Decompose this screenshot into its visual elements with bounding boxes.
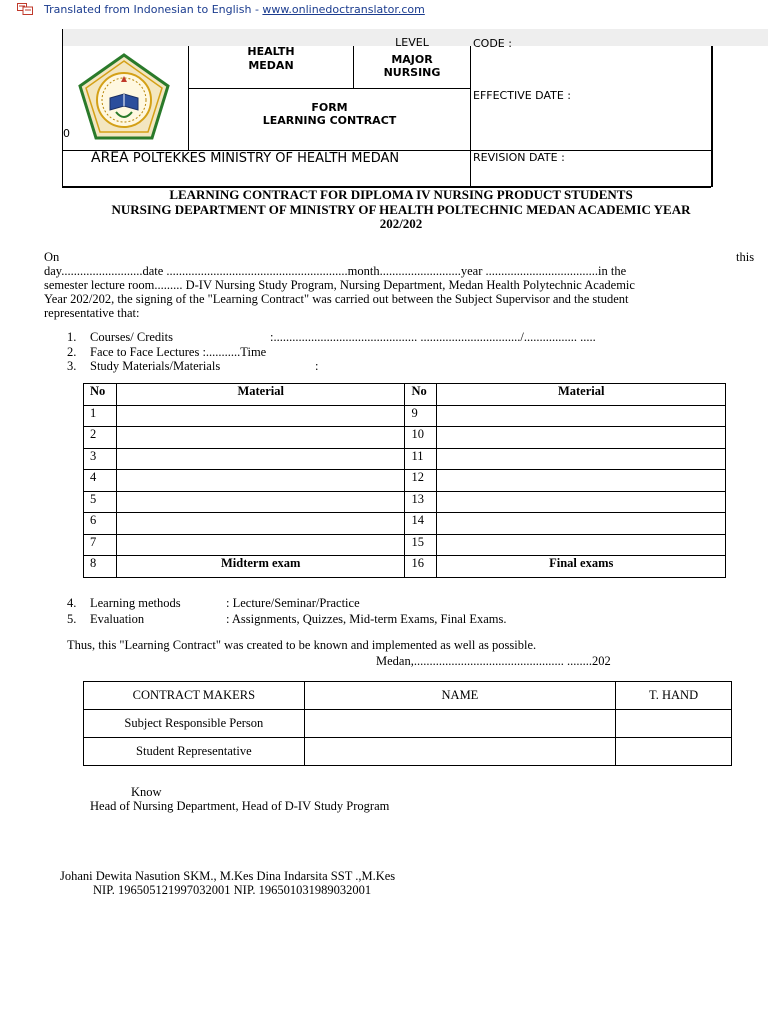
table-row bbox=[84, 470, 726, 492]
midterm-exam-cell: Midterm exam bbox=[116, 556, 405, 578]
row-number-left: 4 bbox=[84, 470, 117, 492]
intro-line-2: day..........................date ..........................................................month..........................year ....................................in the bbox=[44, 264, 627, 278]
row-number-right: 9 bbox=[405, 405, 437, 427]
item-1-label: Courses/ Credits bbox=[90, 330, 173, 344]
material-cell[interactable] bbox=[116, 470, 405, 492]
header-divider-right bbox=[470, 46, 471, 186]
col-material-right: Material bbox=[437, 384, 726, 406]
area-word: AREA bbox=[91, 150, 129, 166]
item-2-text: Face to Face Lectures :...........Time bbox=[90, 345, 267, 359]
row-number-right: 10 bbox=[405, 427, 437, 449]
intro-line-4: Year 202/202, the signing of the "Learning Contract" was carried out between the Subject Supervisor and the student bbox=[44, 292, 629, 306]
approver-names: Johani Dewita Nasution SKM., M.Kes Dina Indarsita SST .,M.Kes bbox=[60, 869, 396, 883]
institution-line-2: MEDAN bbox=[248, 59, 294, 72]
row-number-right: 15 bbox=[405, 534, 437, 556]
col-hand-signature: T. HAND bbox=[616, 682, 732, 710]
signature-header-row bbox=[84, 682, 732, 710]
institution-seal-logo bbox=[76, 52, 172, 142]
material-cell[interactable] bbox=[437, 427, 726, 449]
item-4-label: Learning methods bbox=[90, 596, 181, 610]
role-student-representative: Student Representative bbox=[84, 738, 305, 766]
table-row bbox=[84, 534, 726, 556]
table-row bbox=[84, 513, 726, 535]
material-cell[interactable] bbox=[437, 470, 726, 492]
final-exam-cell: Final exams bbox=[437, 556, 726, 578]
header-right-border bbox=[711, 46, 713, 187]
table-row bbox=[84, 427, 726, 449]
row-number-left: 2 bbox=[84, 427, 117, 449]
signature-cell[interactable] bbox=[616, 738, 732, 766]
table-row bbox=[84, 738, 732, 766]
table-header-row bbox=[84, 384, 726, 406]
materials-table bbox=[83, 383, 726, 578]
level-label bbox=[354, 38, 470, 47]
row-number-right: 14 bbox=[405, 513, 437, 535]
role-subject-responsible: Subject Responsible Person bbox=[84, 710, 305, 738]
item-3-number: 3. bbox=[67, 359, 77, 373]
col-contract-makers: CONTRACT MAKERS bbox=[84, 682, 305, 710]
level-text: LEVEL bbox=[395, 38, 429, 47]
item-4-number: 4. bbox=[67, 596, 77, 610]
row-number-right: 12 bbox=[405, 470, 437, 492]
row-number-left: 6 bbox=[84, 513, 117, 535]
table-row bbox=[84, 491, 726, 513]
col-no-left: No bbox=[84, 384, 117, 406]
form-type bbox=[189, 101, 470, 127]
revision-date-label: REVISION DATE : bbox=[473, 151, 565, 164]
material-cell[interactable] bbox=[116, 448, 405, 470]
stray-character: 0 bbox=[63, 127, 70, 140]
intro-line-3: semester lecture room......... D-IV Nursing Study Program, Nursing Department, Medan Health Polytechnic Academic bbox=[44, 278, 635, 292]
closing-statement: Thus, this "Learning Contract" was created to be known and implemented as well as possible. bbox=[67, 638, 537, 652]
institution-line-1: HEALTH bbox=[247, 45, 295, 58]
row-number-left: 1 bbox=[84, 405, 117, 427]
major-line-2: NURSING bbox=[383, 66, 441, 79]
item-3-value: : bbox=[315, 359, 319, 373]
row-number-left: 5 bbox=[84, 491, 117, 513]
know-label: Know bbox=[131, 785, 162, 799]
translator-link[interactable]: www.onlinedoctranslator.com bbox=[262, 3, 425, 16]
item-5-label: Evaluation bbox=[90, 612, 145, 626]
translate-icon bbox=[17, 3, 33, 15]
approver-nips: NIP. 196505121997032001 NIP. 196501031989032001 bbox=[93, 883, 372, 897]
col-name: NAME bbox=[304, 682, 615, 710]
name-cell[interactable] bbox=[304, 738, 615, 766]
document-title-line-2: NURSING DEPARTMENT OF MINISTRY OF HEALTH POLTECHNIC MEDAN ACADEMIC YEAR bbox=[111, 202, 691, 217]
item-4-value: : Lecture/Seminar/Practice bbox=[226, 596, 360, 610]
material-cell[interactable] bbox=[437, 534, 726, 556]
material-cell[interactable] bbox=[437, 491, 726, 513]
material-cell[interactable] bbox=[437, 448, 726, 470]
major-line-1: MAJOR bbox=[391, 53, 433, 66]
table-row bbox=[84, 405, 726, 427]
material-cell[interactable] bbox=[437, 513, 726, 535]
header-left-border bbox=[62, 29, 63, 187]
material-cell[interactable] bbox=[116, 405, 405, 427]
banner-prefix: Translated from Indonesian to English - bbox=[44, 3, 263, 16]
approver-titles: Head of Nursing Department, Head of D-IV Study Program bbox=[90, 799, 390, 813]
item-5-number: 5. bbox=[67, 612, 77, 626]
form-line-2: LEARNING CONTRACT bbox=[262, 114, 397, 127]
row-number-left: 8 bbox=[84, 556, 117, 578]
item-1-value: :.............................................. ................................/................. ..... bbox=[270, 330, 596, 344]
item-3-label: Study Materials/Materials bbox=[90, 359, 221, 373]
material-cell[interactable] bbox=[116, 427, 405, 449]
row-number-right: 13 bbox=[405, 491, 437, 513]
row-number-left: 7 bbox=[84, 534, 117, 556]
institution-name bbox=[189, 45, 353, 72]
code-text: CODE : bbox=[473, 38, 512, 47]
signature-table bbox=[83, 681, 732, 766]
item-5-value: : Assignments, Quizzes, Mid-term Exams, Final Exams. bbox=[226, 612, 507, 626]
row-number-left: 3 bbox=[84, 448, 117, 470]
form-line-1: FORM bbox=[311, 101, 348, 114]
signature-cell[interactable] bbox=[616, 710, 732, 738]
table-row bbox=[84, 448, 726, 470]
major-label bbox=[354, 53, 470, 79]
translation-banner bbox=[0, 0, 768, 22]
item-1-number: 1. bbox=[67, 330, 77, 344]
col-no-right: No bbox=[405, 384, 437, 406]
table-row bbox=[84, 556, 726, 578]
material-cell[interactable] bbox=[116, 491, 405, 513]
code-label bbox=[473, 38, 512, 47]
item-2-number: 2. bbox=[67, 345, 77, 359]
material-cell[interactable] bbox=[437, 405, 726, 427]
table-row bbox=[84, 710, 732, 738]
intro-line-5: representative that: bbox=[44, 306, 140, 320]
material-cell[interactable] bbox=[116, 534, 405, 556]
effective-date-label: EFFECTIVE DATE : bbox=[473, 89, 571, 102]
area-label bbox=[91, 152, 399, 165]
col-material-left: Material bbox=[116, 384, 405, 406]
banner-text bbox=[44, 3, 425, 16]
header-row-line-1 bbox=[188, 88, 471, 89]
intro-on: On bbox=[44, 250, 60, 264]
document-title-line-3: 202/202 bbox=[379, 216, 423, 231]
intro-this: this bbox=[736, 250, 755, 264]
material-cell[interactable] bbox=[116, 513, 405, 535]
document-title-line-1: LEARNING CONTRACT FOR DIPLOMA IV NURSING PRODUCT STUDENTS bbox=[169, 187, 633, 202]
row-number-right: 16 bbox=[405, 556, 437, 578]
area-rest: POLTEKKES MINISTRY OF HEALTH MEDAN bbox=[128, 151, 400, 166]
row-number-right: 11 bbox=[405, 448, 437, 470]
place-date-line: Medan,................................................ ........202 bbox=[376, 654, 611, 668]
name-cell[interactable] bbox=[304, 710, 615, 738]
